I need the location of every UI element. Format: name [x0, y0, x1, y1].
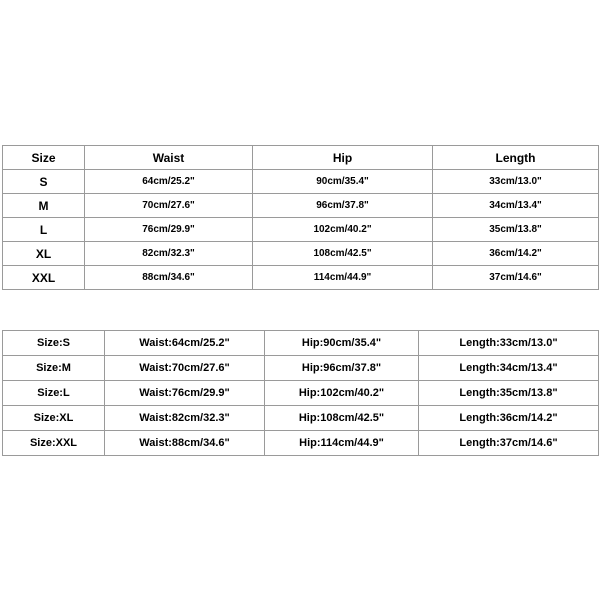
waist-label-cell: Waist:76cm/29.9": [105, 381, 265, 406]
hip-cell: 90cm/35.4": [253, 170, 433, 194]
size-cell: XL: [3, 242, 85, 266]
length-label-cell: Length:35cm/13.8": [419, 381, 599, 406]
table-row: [3, 266, 599, 290]
size-label-cell: Size:XL: [3, 406, 105, 431]
header-length: Length: [433, 146, 599, 170]
table-row: [3, 218, 599, 242]
hip-label-cell: Hip:96cm/37.8": [265, 356, 419, 381]
length-cell: 34cm/13.4": [433, 194, 599, 218]
waist-label-cell: Waist:88cm/34.6": [105, 431, 265, 456]
length-label-cell: Length:37cm/14.6": [419, 431, 599, 456]
size-label-table: [2, 330, 599, 456]
table-row: [3, 170, 599, 194]
table-row: [3, 242, 599, 266]
length-cell: 35cm/13.8": [433, 218, 599, 242]
waist-label-cell: Waist:64cm/25.2": [105, 331, 265, 356]
size-chart-table: [2, 145, 599, 290]
header-size: Size: [3, 146, 85, 170]
length-cell: 37cm/14.6": [433, 266, 599, 290]
table-row: [3, 331, 599, 356]
size-label-cell: Size:S: [3, 331, 105, 356]
hip-label-cell: Hip:90cm/35.4": [265, 331, 419, 356]
hip-label-cell: Hip:108cm/42.5": [265, 406, 419, 431]
hip-label-cell: Hip:102cm/40.2": [265, 381, 419, 406]
size-label-cell: Size:M: [3, 356, 105, 381]
length-label-cell: Length:34cm/13.4": [419, 356, 599, 381]
table-row: [3, 194, 599, 218]
waist-cell: 76cm/29.9": [85, 218, 253, 242]
waist-cell: 82cm/32.3": [85, 242, 253, 266]
table-row: [3, 406, 599, 431]
length-cell: 36cm/14.2": [433, 242, 599, 266]
size-label-cell: Size:L: [3, 381, 105, 406]
waist-cell: 70cm/27.6": [85, 194, 253, 218]
size-cell: XXL: [3, 266, 85, 290]
hip-cell: 108cm/42.5": [253, 242, 433, 266]
size-cell: M: [3, 194, 85, 218]
waist-label-cell: Waist:70cm/27.6": [105, 356, 265, 381]
length-label-cell: Length:33cm/13.0": [419, 331, 599, 356]
header-waist: Waist: [85, 146, 253, 170]
table-row: [3, 431, 599, 456]
hip-label-cell: Hip:114cm/44.9": [265, 431, 419, 456]
table-row: [3, 381, 599, 406]
size-cell: S: [3, 170, 85, 194]
hip-cell: 114cm/44.9": [253, 266, 433, 290]
waist-label-cell: Waist:82cm/32.3": [105, 406, 265, 431]
length-cell: 33cm/13.0": [433, 170, 599, 194]
waist-cell: 64cm/25.2": [85, 170, 253, 194]
table-header-row: [3, 146, 599, 170]
size-label-cell: Size:XXL: [3, 431, 105, 456]
waist-cell: 88cm/34.6": [85, 266, 253, 290]
length-label-cell: Length:36cm/14.2": [419, 406, 599, 431]
hip-cell: 96cm/37.8": [253, 194, 433, 218]
table-row: [3, 356, 599, 381]
hip-cell: 102cm/40.2": [253, 218, 433, 242]
header-hip: Hip: [253, 146, 433, 170]
size-cell: L: [3, 218, 85, 242]
